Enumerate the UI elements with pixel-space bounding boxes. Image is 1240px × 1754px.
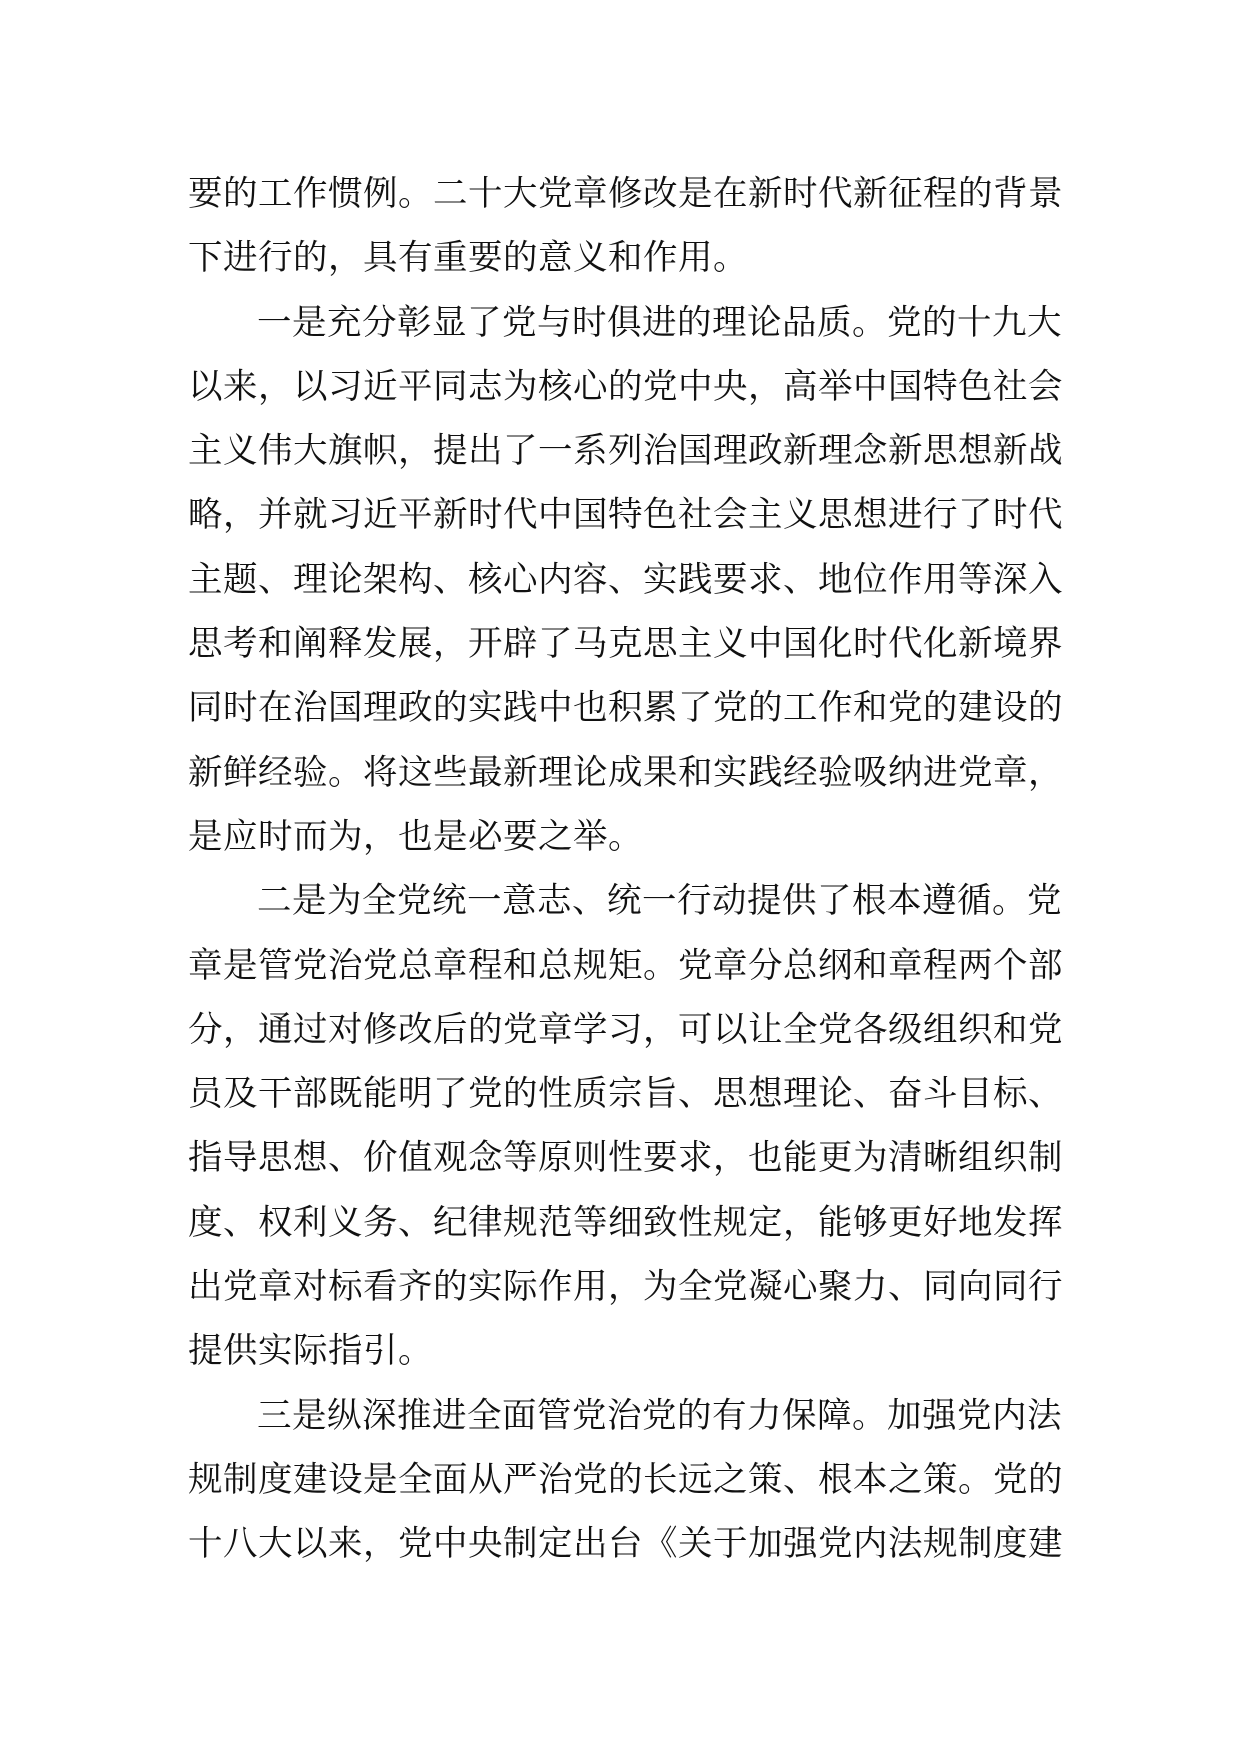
text-line: 思考和阐释发展，开辟了马克思主义中国化时代化新境界 [188, 624, 1063, 665]
paragraph-first-line: 三是纵深推进全面管党治党的有力保障。加强党内法 [257, 1395, 1062, 1436]
text-line: 是应时而为，也是必要之举。 [188, 816, 643, 857]
text-line: 出党章对标看齐的实际作用，为全党凝心聚力、同向同行 [188, 1267, 1063, 1308]
text-line: 分，通过对修改后的党章学习，可以让全党各级组织和党 [188, 1009, 1063, 1050]
text-line: 指导思想、价值观念等原则性要求，也能更为清晰组织制 [188, 1138, 1063, 1179]
text-line: 主义伟大旗帜，提出了一系列治国理政新理念新思想新战 [188, 431, 1063, 472]
document-body [188, 162, 1063, 1577]
text-line: 主题、理论架构、核心内容、实践要求、地位作用等深入 [188, 559, 1063, 600]
text-line: 员及干部既能明了党的性质宗旨、思想理论、奋斗目标、 [188, 1074, 1063, 1115]
paragraph-first-line: 一是充分彰显了党与时俱进的理论品质。党的十九大 [257, 302, 1062, 343]
text-line: 提供实际指引。 [188, 1331, 433, 1372]
text-line: 规制度建设是全面从严治党的长远之策、根本之策。党的 [188, 1459, 1063, 1500]
text-line: 十八大以来，党中央制定出台《关于加强党内法规制度建 [188, 1524, 1063, 1565]
paragraph-first-line: 二是为全党统一意志、统一行动提供了根本遵循。党 [257, 881, 1062, 922]
text-line: 章是管党治党总章程和总规矩。党章分总纲和章程两个部 [188, 945, 1063, 986]
text-line: 以来，以习近平同志为核心的党中央，高举中国特色社会 [188, 366, 1063, 407]
text-line: 同时在治国理政的实践中也积累了党的工作和党的建设的 [188, 688, 1063, 729]
text-line: 下进行的，具有重要的意义和作用。 [188, 238, 748, 279]
text-line: 新鲜经验。将这些最新理论成果和实践经验吸纳进党章， [188, 752, 1063, 793]
text-line: 略，并就习近平新时代中国特色社会主义思想进行了时代 [188, 495, 1063, 536]
text-line: 度、权利义务、纪律规范等细致性规定，能够更好地发挥 [188, 1202, 1063, 1243]
text-line: 要的工作惯例。二十大党章修改是在新时代新征程的背景 [188, 174, 1063, 214]
